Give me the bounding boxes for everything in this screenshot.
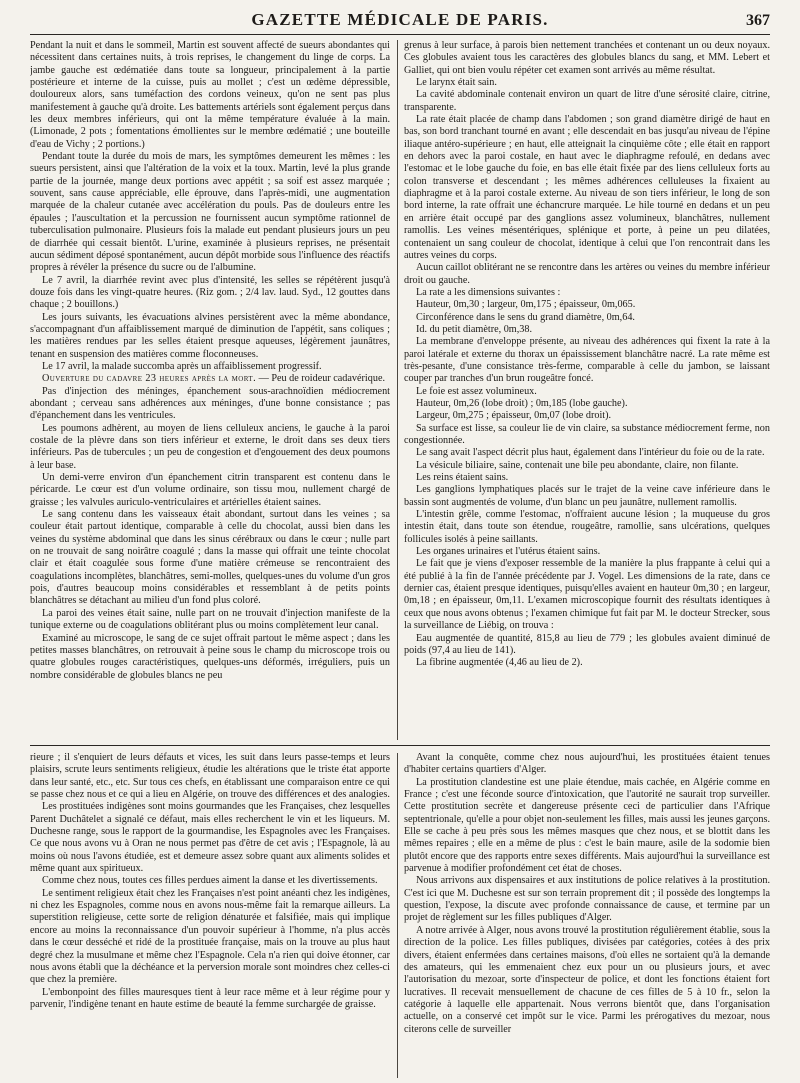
- paragraph: La cavité abdominale contenait environ un quart de litre d'une sérosité claire, citrine, transparente.: [404, 89, 770, 113]
- paragraph: Sa surface est lisse, sa couleur lie de vin claire, sa substance médiocrement ferme, non congestionnée.: [404, 422, 770, 446]
- journal-title: GAZETTE MÉDICALE DE PARIS.: [251, 10, 549, 29]
- paragraph: Le sentiment religieux était chez les Françaises n'est point anéanti chez les indigènes, ni chez les Espagnoles, comme nous en avons nous-même fait la remarque ailleurs. La superstition religieuse, cette sorte de religion dénaturée et falsifiée, mais qui implique encore au moins la reconnaissance d'un pouvoir supérieur à l'homme, n'a plus accès dans le cœur desséché et ridé de la prostituée française, mais on la trouve au plus haut degré chez la musulmane et même chez l'Espagnole. Cela n'a rien qui doive étonner, car nous avons établi que la déchéance et la perversion morale sont moindres chez celles-ci que chez la première.: [30, 887, 390, 986]
- paragraph: Les reins étaient sains.: [416, 472, 509, 484]
- paragraph: Les ganglions lymphatiques placés sur le trajet de la veine cave inférieure dans le bassin sont augmentés de volume, d'un blanc un peu jaunâtre, nullement ramollis.: [404, 484, 770, 508]
- liver-measure: Hauteur, 0m,26 (lobe droit) ; 0m,185 (lobe gauche).: [416, 397, 628, 409]
- autopsy-lead: — Peu de roideur cadavérique.: [256, 373, 386, 385]
- page-header: [30, 8, 770, 35]
- feuilleton-column-right: [404, 752, 770, 1078]
- paragraph: rieure ; il s'enquiert de leurs défauts et vices, les suit dans leurs passe-temps et leurs plaisirs, scrute leurs sentiments religieux, étudie les altérations que le triste état apporte dans leur santé, etc., etc. Sur tous ces chefs, en établissant une comparaison entre ce qui se passe chez nous et ce qui a lieu en Algérie, on trouve des différences et des analogies.: [30, 752, 390, 801]
- spleen-measure: Hauteur, 0m,30 ; largeur, 0m,175 ; épaisseur, 0m,065.: [416, 299, 636, 311]
- paragraph: Les jours suivants, les évacuations alvines persistèrent avec la même abondance, s'accompagnant d'un affaiblissement marqué de diminution de l'appétit, sans coliques ; les matières rendues par les selles étaient presque aqueuses, légèrement jaunâtres, tenant en suspension des matières comme floconneuses.: [30, 311, 390, 360]
- paragraph: L'intestin grêle, comme l'estomac, n'offraient aucune lésion ; la muqueuse du gros intestin était, dans toute son étendue, rougeâtre, ramollie, sans ulcérations, quelques follicules isolés à peine saillants.: [404, 509, 770, 545]
- paragraph: Comme chez nous, toutes ces filles perdues aiment la danse et les divertissements.: [42, 875, 378, 887]
- paragraph: Le fait que je viens d'exposer ressemble de la manière la plus frappante à celui qui a été publié à la fin de l'année précédente par J. Vogel. Les dimensions de la rate, dans ce dernier cas, étaient presque identiques, puisqu'elles avaient en hauteur 0m,30 ; en largeur, 0m,18 ; en épaisseur, 0m,11. L'examen microscopique fournit des résultats identiques à ceux que nous avons obtenus ; l'examen chimique fut fait par M. le docteur Strecker, sous la surveillance de Liébig, on trouva :: [404, 558, 770, 632]
- paragraph: Nous arrivons aux dispensaires et aux institutions de police relatives à la prostitution. C'est ici que M. Duchesne est sur son terrain proprement dit ; il possède des longtemps la question, l'expose, la discute avec profonde connaissance de cause, et termine par un projet de règlement sur les filles publiques d'Alger.: [404, 875, 770, 924]
- chem-result: La fibrine augmentée (4,46 au lieu de 2).: [416, 657, 583, 669]
- page-number: 367: [746, 12, 770, 29]
- paragraph: Avant la conquête, comme chez nous aujourd'hui, les prostituées étaient tenues d'habiter certains quartiers d'Alger.: [404, 752, 770, 776]
- paragraph: Le sang contenu dans les vaisseaux était abondant, surtout dans les veines ; sa couleur était partout identique, comparable à celle du chocolat, aussi bien dans les veines du système abdominal que dans les sinus cérébraux ou dans le cœur ; nulle part on ne trouvait de sang noirâtre coagulé ; dans la masse qui offrait une teinte chocolat clair et était coagulée sous forme d'une matière crémeuse se rencontraient des coagulations incomplètes, blanchâtres, semi-molles, quelques-unes du volume d'un gros pois, d'autres beaucoup moins considérables et ressemblant à de petits points blanchâtres se détachant au milieu d'un fond plus coloré.: [30, 509, 390, 607]
- paragraph: Le 7 avril, la diarrhée revint avec plus d'intensité, les selles se répétèrent jusqu'à douze fois dans les vingt-quatre heures. (Riz gom. ; 2/4 lav. laud. Syd., 12 gouttes dans chaque ; 2 bouillons.): [30, 274, 390, 311]
- liver-measure: Largeur, 0m,275 ; épaisseur, 0m,07 (lobe droit).: [416, 410, 612, 422]
- paragraph: Pendant la nuit et dans le sommeil, Martin est souvent affecté de sueurs abondantes qui nécessitent dans certaines nuits, à trois reprises, le changement du linge de corps. La jambe gauche est œdématiée dans toute sa longueur, principalement à la partie postérieure et interne de la cuisse, puis au mollet ; c'est un œdème dépressible, douloureux alors, sans tuméfaction des cordons veineux, qu'on ne sent pas plus manifestement à gauche qu'à droite. Les battements artériels sont également perçus dans les deux membres inférieurs, qui ont la même température évaluée à la main. (Limonade, 2 pots ; fomentations émollientes sur le membre œdématié ; une bouteille d'eau de Vichy ; 2 portions.): [30, 40, 390, 150]
- paragraph: Pendant toute la durée du mois de mars, les symptômes demeurent les mêmes : les sueurs persistent, ainsi que l'altération de la voix et la toux. Martin, levé la plus grande partie de la journée, mange deux portions avec appétit ; sa soif est assez marquée ; souvent, sans cause appréciable, elle éprouve, dans l'après-midi, une augmentation marquée de la chaleur cutanée avec accélération du pouls. Pas de douleurs entre les épaules ; l'auscultation et la percussion ne fournissent aucun symptôme rationnel de tuberculisation pulmonaire. Plusieurs fois la malade eut pendant plusieurs jours un peu de diarrhée qui cessait bientôt. L'urine, examinée à plusieurs reprises, ne présentait aucun sédiment déposé spontanément, aucun dépôt morbide sous l'influence des réactifs propres à révéler la présence du sucre ou de l'albumine.: [30, 151, 390, 274]
- paragraph: Les poumons adhèrent, au moyen de liens celluleux anciens, le gauche à la paroi costale de la plèvre dans son tiers inférieur et externe, le droit dans ses deux tiers inférieurs. Pas de tubercules ; un peu de congestion et d'engouement des deux poumons à leur base.: [30, 422, 390, 471]
- chem-result: Eau augmentée de quantité, 815,8 au lieu de 779 ; les globules avaient diminué de poids (97,4 au lieu de 141).: [404, 632, 770, 656]
- paragraph: Le larynx était sain.: [416, 77, 497, 89]
- section-divider: [30, 745, 770, 746]
- article-column-left: [30, 40, 390, 740]
- article-column-right: [404, 40, 770, 740]
- paragraph: grenus à leur surface, à parois bien nettement tranchées et contenant un ou deux noyaux. Ces globules avaient tous les caractères des globules blancs du sang, et MM. Lebert et Galliet, qui ont bien voulu répéter cet examen sont arrivés au même résultat.: [404, 40, 770, 76]
- paragraph: Pas d'injection des méninges, épanchement sous-arachnoïdien médiocrement abondant ; cerveau sans adhérences aux méninges, d'une bonne consistance ; pas d'épanchement dans les ventricules.: [30, 385, 390, 422]
- column-divider-top: [397, 40, 398, 740]
- spleen-measure: Id. du petit diamètre, 0m,38.: [416, 323, 532, 335]
- paragraph: La paroi des veines était saine, nulle part on ne trouvait d'injection manifeste de la tunique externe ou de coagulations oblitérant plus ou moins complètement leur canal.: [30, 607, 390, 632]
- paragraph: Le foie est assez volumineux.: [416, 385, 537, 397]
- paragraph: La membrane d'enveloppe présente, au niveau des adhérences qui fixent la rate à la paroi latérale et externe du thorax un épaississement blanchâtre nacré. La rate même est très-pesante, d'une consistance très-ferme, comparable à celle du jambon, se laissant couper par tranches d'un brun rougeâtre foncé.: [404, 336, 770, 385]
- autopsy-heading: Ouverture du cadavre 23 heures après la mort.: [42, 373, 257, 385]
- paragraph: Un demi-verre environ d'un épanchement citrin transparent est contenu dans le péricarde. Le cœur est d'un volume ordinaire, son tissu mou, nullement chargé de graisse ; les valvules auriculo-ventriculaires et artérielles étaient saines.: [30, 472, 390, 508]
- paragraph: La prostitution clandestine est une plaie étendue, mais cachée, en Algérie comme en France ; c'est une féconde source d'intoxication, que l'autorité ne saurait trop surveiller. Cette prostitution secrète et dangereuse présente ceci de particulier dans l'Afrique septentrionale, qu'elle a pour objet non-seulement les filles, mais aussi les jeunes garçons. Elle se cache à peu près sous les mêmes masques que chez nous, et se blottit dans les mêmes repaires ; elle en a même de plus : c'est le bain maure, asile de la sodomie bien plutôt encore que des rapports entre sexes différents. Mais aujourd'hui la surveillance est parvenue à modifier profondément cet état de choses.: [404, 776, 770, 875]
- paragraph: Le sang avait l'aspect décrit plus haut, également dans l'intérieur du foie ou de la rate.: [416, 447, 765, 459]
- paragraph: La rate était placée de champ dans l'abdomen ; son grand diamètre dirigé de haut en bas, son bord tranchant tourné en avant ; elle descendait en bas jusqu'au niveau de l'épine iliaque antéro-supérieure ; en haut, elle atteignait la cinquième côte ; elle était en rapport en dehors avec la paroi costale, en haut avec le diaphragme refoulé, en dedans avec l'estomac et le lobe gauche du foie, en bas elle était fixée par des liens celluleux forts au colon transverse et descendant ; les mêmes adhérences celluleuses la fixaient au diaphragme et à la paroi costale externe. Au niveau de son tiers inférieur, le long de son bord interne, la rate offrait une échancrure marquée. Le hile tourné en dedans et un peu en arrière était occupé par des ganglions assez volumineux, blanchâtres, nullement ramollis. Les veines mésentériques, splénique et porte, à peine un peu dilatées, contenaient un sang couleur de chocolat, identique à celui que l'on rencontrait dans les autres veines du corps.: [404, 114, 770, 261]
- paragraph: Le 17 avril, la malade succomba après un affaiblissement progressif.: [42, 360, 322, 372]
- paragraph: Aucun caillot oblitérant ne se rencontre dans les artères ou veines du membre inférieur droit ou gauche.: [404, 262, 770, 286]
- paragraph: Examiné au microscope, le sang de ce sujet offrait partout le même aspect ; dans les petites masses blanchâtres, on retrouvait à peine sous le champ du microscope trois ou quatre globules rouges caractéristiques, quelques-uns déformés, irréguliers, puis un nombre considérable de globules blancs ne peu: [30, 632, 390, 681]
- column-divider-bottom: [397, 753, 398, 1078]
- feuilleton-column-left: [30, 752, 390, 1078]
- paragraph: L'embonpoint des filles mauresques tient à leur race même et à leur régime pour y parvenir, l'indigène tenant en haute estime de beauté la femme surchargée de graisse.: [30, 986, 390, 1010]
- spleen-measure: Circonférence dans le sens du grand diamètre, 0m,64.: [416, 311, 635, 323]
- paragraph: La vésicule biliaire, saine, contenait une bile peu abondante, claire, non filante.: [416, 459, 739, 471]
- paragraph: A notre arrivée à Alger, nous avons trouvé la prostitution régulièrement établie, sous la direction de la police. Les filles publiques, divisées par catégories, cotées à des prix divers, étaient enfermées dans certaines maisons, d'où elles ne sortaient qu'à la demande des amateurs, qui les emmenaient chez eux pour un ou plusieurs jours, et avec l'autorisation du mezoar, sorte d'inspecteur de police, et dont les fonctions étaient fort lucratives. Il recevait mensuellement de chacune de ces filles de 5 à 10 fr., selon la catégorie à laquelle elle appartenait. Nous verrons bientôt que, dans l'organisation actuelle, on a conservé cet impôt sur le vice. Parmi les prérogatives du mezoar, nous citerons celle de surveiller: [404, 924, 770, 1035]
- autopsy-paragraph: [30, 373, 390, 385]
- paragraph: La rate a les dimensions suivantes :: [416, 286, 561, 298]
- paragraph: Les organes urinaires et l'utérus étaient sains.: [416, 546, 601, 558]
- paragraph: Les prostituées indigènes sont moins gourmandes que les Françaises, chez lesquelles Parent Duchâtelet a signalé ce défaut, mais elles recherchent le vin et les liqueurs. M. Duchesne range, sous le rapport de la gourmandise, les Espagnoles avec les Françaises. Ce que nous avons vu à Oran ne nous permet pas d'être de cet avis ; l'Espagnole, là au moins où nous l'avons étudiée, est et demeure assez sobre quant aux aliments solides et même quant aux spiritueux.: [30, 801, 390, 875]
